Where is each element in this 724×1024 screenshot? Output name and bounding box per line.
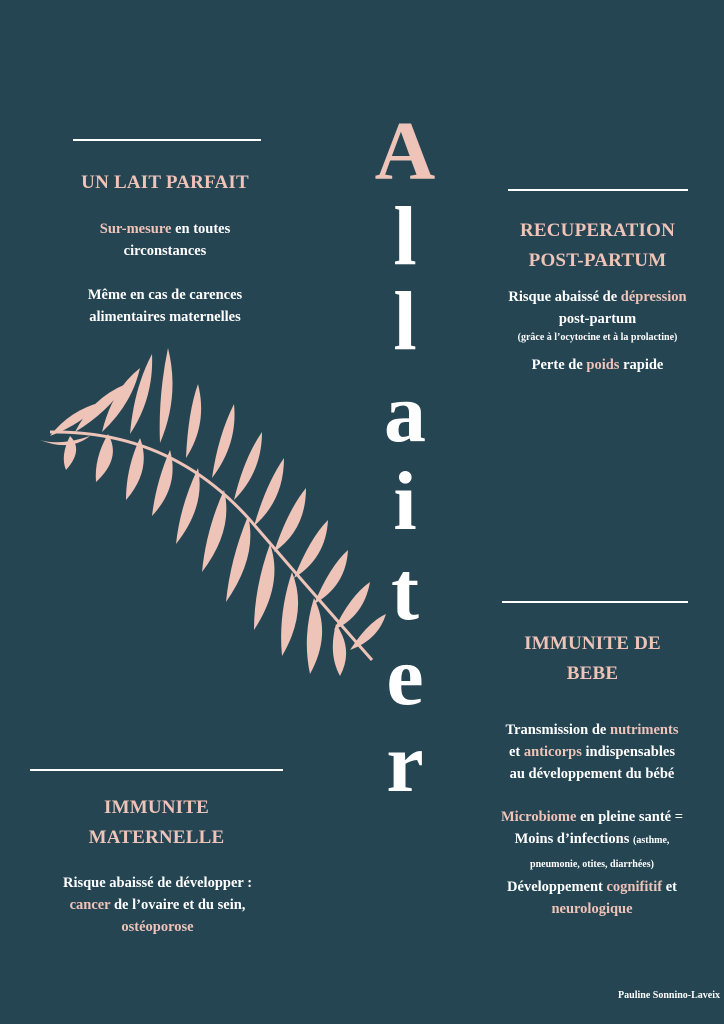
divider-mid-right [502, 601, 688, 603]
highlight: Microbiome [501, 809, 577, 825]
bebe-paragraph-1: Transmission de nutriments et anticorps indispensables au développement du bébé [505, 722, 679, 782]
highlight: ostéoporose [121, 919, 194, 935]
section-heading-lait: UN LAIT PARFAIT [81, 172, 249, 193]
section-heading-maternelle: IMMUNITE MATERNELLE [88, 797, 225, 848]
highlight: poids [586, 357, 620, 373]
section-heading-bebe: IMMUNITE DE BEBE [524, 633, 661, 684]
section-heading-recuperation: RECUPERATION POST-PARTUM [519, 220, 676, 271]
recup-paragraph-2: Perte de poids rapide [531, 357, 664, 373]
title-letter: r [386, 717, 424, 810]
author-credit: Pauline Sonnino-Laveix [618, 990, 720, 1001]
maternelle-paragraph-1: Risque abaissé de développer : cancer de l’ovaire et du sein, ostéoporose [62, 875, 253, 935]
title-letter: i [393, 455, 417, 548]
lait-paragraph-2: Même en cas de carences alimentaires maternelles [87, 287, 243, 325]
lait-paragraph-1: Sur-mesure en toutes circonstances [99, 221, 231, 259]
title-letter: a [384, 367, 426, 460]
palm-leaf-icon [30, 340, 390, 680]
highlight: nutriments [610, 722, 679, 738]
title-letter: l [393, 275, 417, 368]
highlight: cancer [69, 897, 111, 913]
bebe-paragraph-2: Microbiome en pleine santé = Moins d’infections (asthme, pneumonie, otites, diarrhées) Développement cognifitif et neurologique [501, 809, 683, 917]
title-letter: t [391, 545, 419, 638]
title-letter: A [374, 105, 436, 198]
recup-paragraph-1: Risque abaissé de dépression post-partum (grâce à l’ocytocine et à la prolactine) [508, 289, 687, 343]
title-letter: l [393, 190, 417, 283]
title-letter: e [386, 630, 424, 723]
divider-top-right [508, 189, 688, 191]
divider-top-left [73, 139, 261, 141]
highlight: Sur-mesure [99, 221, 172, 237]
highlight: dépression [620, 289, 687, 305]
divider-bottom-left [30, 769, 283, 771]
highlight: neurologique [551, 901, 633, 917]
highlight: cognifitif [606, 879, 663, 895]
highlight: anticorps [523, 744, 582, 760]
